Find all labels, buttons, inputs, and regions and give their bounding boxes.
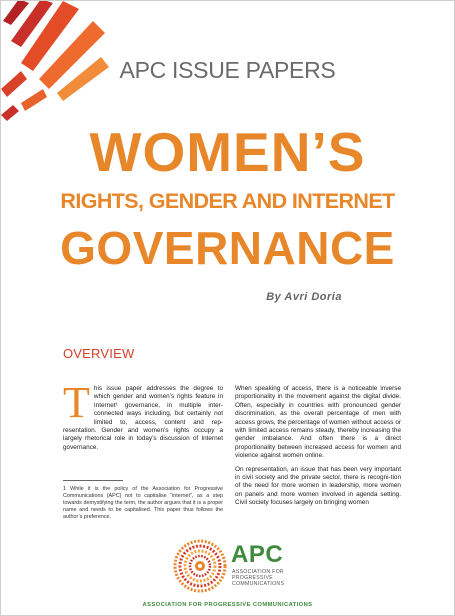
- footnote: 1 While it is the policy of the Association for Progressive Communications (APC) not to capitalise “internet”, as a step towards demystifying the term, the author argues that it is a proper name and needs to be capitalised. This paper thus follows the author’s preference.: [63, 486, 223, 520]
- title-line-2: RIGHTS, GENDER AND INTERNET: [60, 189, 395, 213]
- column-1-text: his issue paper addresses the degree to which gender and women’s rights feature in Internet¹ governance, in multiple inter-connected ways including, but certainly not limited to, access, content and rep-resentation. Gender and women’s rights occupy a largely rhetorical role in today’s discussion of Internet governance.: [63, 385, 223, 451]
- byline: By Avri Doria: [266, 291, 342, 303]
- series-title: APC ISSUE PAPERS: [119, 57, 336, 83]
- logo-subtitle: ASSOCIATION FOR PROGRESSIVE COMMUNICATIONS: [232, 569, 285, 588]
- drop-cap: T: [63, 378, 90, 427]
- logo-wordmark: APC: [231, 541, 284, 568]
- section-heading: OVERVIEW: [63, 346, 135, 361]
- title-line-1: WOMEN’S: [89, 121, 366, 183]
- column-2-paragraph-2: On representation, an issue that has been very important in civil society and the private sector, there is recogni-tion of the need for more women in leadership, more women on panels and more women involved in agenda setting. Civil society focuses largely on bringing women: [235, 465, 401, 507]
- title-line-3: GOVERNANCE: [60, 222, 395, 274]
- footnote-divider: [63, 480, 123, 481]
- footer-organization: ASSOCIATION FOR PROGRESSIVE COMMUNICATIONS: [142, 602, 313, 608]
- body-column-1: [63, 378, 223, 452]
- body-column-2: [235, 385, 401, 513]
- apc-logo-icon: [173, 539, 227, 593]
- column-2-paragraph-1: When speaking of access, there is a noticeable inverse proportionality in the movement against the digital divide. Often, especially in countries with pronounced gender discrimination, as the overall percentage of men with access grows, the percentage of women without access or with limited access remains steady, thereby increasing the gender imbalance. And often there is a direct proportionality between increased access for women and violence against women online.: [235, 385, 401, 460]
